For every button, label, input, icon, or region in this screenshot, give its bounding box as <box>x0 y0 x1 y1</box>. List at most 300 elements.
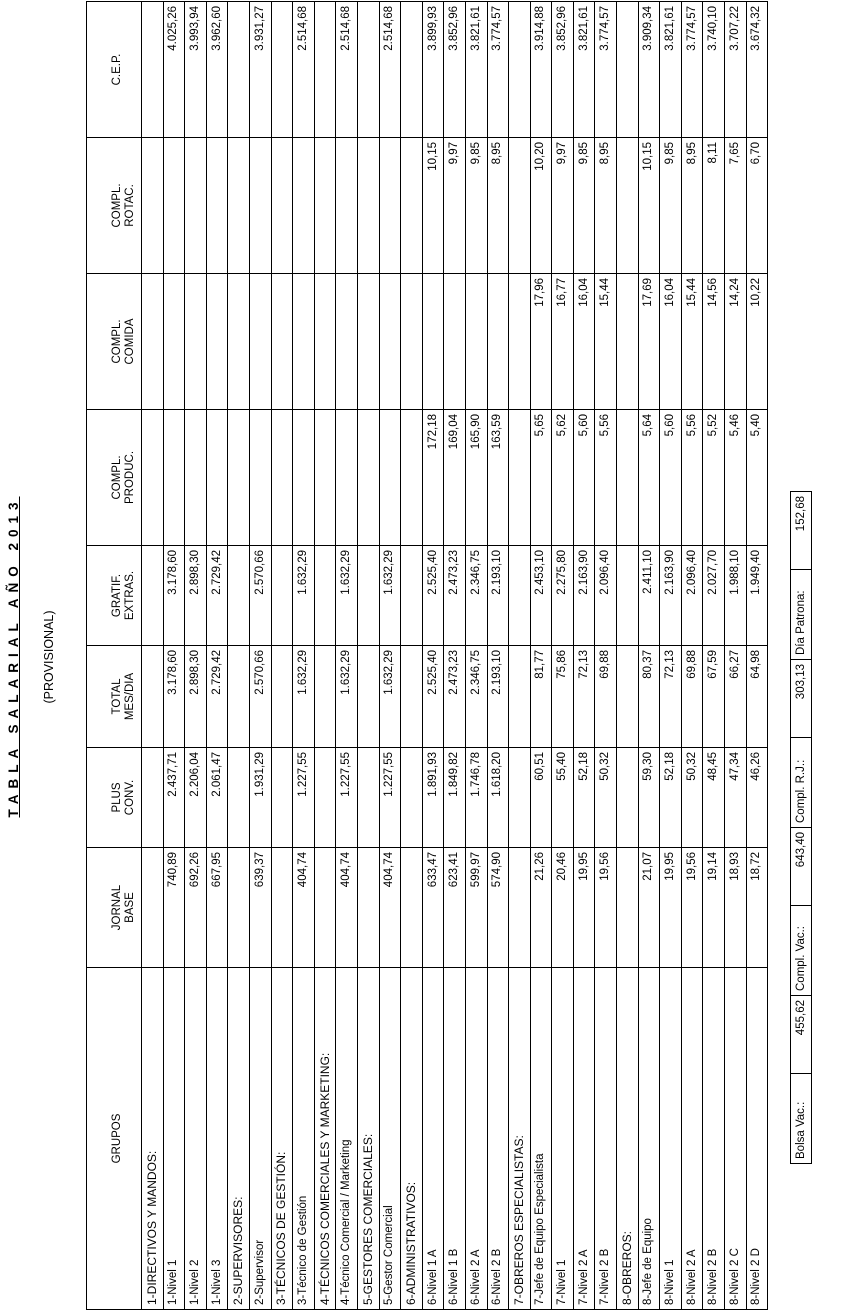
value-cell: 1.632,29 <box>336 646 358 748</box>
value-cell <box>142 138 164 274</box>
value-cell <box>185 138 207 274</box>
value-cell: 1.988,10 <box>725 546 747 646</box>
value-cell: 5,64 <box>638 410 660 546</box>
header-label-line1: COMPL. <box>111 319 123 364</box>
category-row <box>314 2 336 1310</box>
value-cell <box>509 2 531 138</box>
header-label-line1: GRUPOS <box>111 1113 123 1164</box>
value-cell: 17,69 <box>638 274 660 410</box>
value-cell: 2.346,75 <box>465 546 487 646</box>
value-cell <box>379 274 401 410</box>
value-cell: 404,74 <box>336 848 358 968</box>
value-cell <box>271 274 293 410</box>
salary-table <box>86 1 768 1310</box>
group-name-cell: 1-Nivel 2 <box>185 968 207 1310</box>
value-cell: 18,93 <box>725 848 747 968</box>
group-name-cell: 8-Nivel 2 D <box>746 968 768 1310</box>
value-cell: 16,77 <box>552 274 574 410</box>
value-cell <box>509 274 531 410</box>
value-cell: 9,85 <box>660 138 682 274</box>
value-cell <box>228 2 250 138</box>
value-cell: 1.632,29 <box>379 646 401 748</box>
value-cell <box>142 546 164 646</box>
group-name-cell: 8-Nivel 2 C <box>725 968 747 1310</box>
value-cell: 2.514,68 <box>293 2 315 138</box>
header-label-line2 <box>124 972 137 1305</box>
footer-value: 152,68 <box>791 492 812 570</box>
value-cell: 8,95 <box>595 138 617 274</box>
value-cell: 48,45 <box>703 748 725 848</box>
category-label: 2-SUPERVISORES: <box>228 968 250 1310</box>
group-name-cell: 4-Técnico Comercial / Marketing <box>336 968 358 1310</box>
value-cell <box>163 410 185 546</box>
value-cell: 47,34 <box>725 748 747 848</box>
value-cell <box>206 138 228 274</box>
value-cell: 2.096,40 <box>595 546 617 646</box>
value-cell: 69,88 <box>595 646 617 748</box>
footer-value: 455,62 <box>791 996 812 1074</box>
value-cell: 2.411,10 <box>638 546 660 646</box>
value-cell: 16,04 <box>573 274 595 410</box>
value-cell <box>228 646 250 748</box>
value-cell <box>401 848 423 968</box>
value-cell: 1.849,82 <box>444 748 466 848</box>
value-cell <box>228 410 250 546</box>
table-row <box>573 2 595 1310</box>
value-cell: 2.453,10 <box>530 546 552 646</box>
value-cell <box>185 410 207 546</box>
document-title: TABLA SALARIAL AÑO 2013 <box>6 496 21 818</box>
value-cell: 633,47 <box>422 848 444 968</box>
value-cell <box>142 848 164 968</box>
value-cell: 2.163,90 <box>660 546 682 646</box>
value-cell: 3.774,57 <box>595 2 617 138</box>
value-cell: 5,46 <box>725 410 747 546</box>
value-cell: 55,40 <box>552 748 574 848</box>
value-cell: 15,44 <box>681 274 703 410</box>
value-cell <box>401 2 423 138</box>
value-cell: 3.178,60 <box>163 646 185 748</box>
value-cell: 667,95 <box>206 848 228 968</box>
value-cell <box>509 848 531 968</box>
value-cell: 6,70 <box>746 138 768 274</box>
value-cell <box>142 410 164 546</box>
category-label: 1-DIRECTIVOS Y MANDOS: <box>142 968 164 1310</box>
value-cell: 64,98 <box>746 646 768 748</box>
header-label-line2: MES/DIA <box>124 672 136 721</box>
table-row <box>552 2 574 1310</box>
category-label: 3-TÉCNICOS DE GESTIÓN: <box>271 968 293 1310</box>
value-cell: 2.525,40 <box>422 646 444 748</box>
group-name-cell: 8-Nivel 1 <box>660 968 682 1310</box>
header-row <box>87 2 142 1310</box>
value-cell: 50,32 <box>681 748 703 848</box>
value-cell: 52,18 <box>573 748 595 848</box>
header-label-line1: PLUS <box>111 782 123 813</box>
value-cell: 16,04 <box>660 274 682 410</box>
value-cell: 8,95 <box>681 138 703 274</box>
value-cell: 3.931,27 <box>249 2 271 138</box>
value-cell <box>228 274 250 410</box>
value-cell: 1.227,55 <box>336 748 358 848</box>
table-row <box>703 2 725 1310</box>
header-label-line2: COMIDA <box>124 318 136 365</box>
value-cell: 1.632,29 <box>293 646 315 748</box>
header-compl-rotac <box>87 138 142 274</box>
header-label-line2: ROTAC. <box>124 184 136 227</box>
value-cell: 1.227,55 <box>293 748 315 848</box>
table-row <box>293 2 315 1310</box>
header-label-line1: TOTAL <box>111 678 123 715</box>
value-cell <box>249 410 271 546</box>
table-row <box>163 2 185 1310</box>
value-cell <box>293 410 315 546</box>
value-cell: 1.632,29 <box>293 546 315 646</box>
header-label-line1: GRATIF. <box>111 573 123 618</box>
table-row <box>336 2 358 1310</box>
value-cell: 3.178,60 <box>163 546 185 646</box>
value-cell <box>314 546 336 646</box>
value-cell: 163,59 <box>487 410 509 546</box>
group-name-cell: 7-Jefe de Equipo Especialista <box>530 968 552 1310</box>
value-cell <box>206 410 228 546</box>
footer-label: Compl. R.J.: <box>791 738 812 828</box>
value-cell <box>314 410 336 546</box>
value-cell: 2.346,75 <box>465 646 487 748</box>
category-label: 6-ADMINISTRATIVOS: <box>401 968 423 1310</box>
value-cell <box>509 748 531 848</box>
group-name-cell: 6-Nivel 2 A <box>465 968 487 1310</box>
value-cell: 2.206,04 <box>185 748 207 848</box>
header-label-line2: PRODUC. <box>124 450 136 505</box>
value-cell: 2.096,40 <box>681 546 703 646</box>
value-cell: 3.821,61 <box>465 2 487 138</box>
value-cell <box>142 274 164 410</box>
value-cell: 72,13 <box>573 646 595 748</box>
group-name-cell: 7-Nivel 1 <box>552 968 574 1310</box>
value-cell: 3.852,96 <box>444 2 466 138</box>
group-name-cell: 8-Jefe de Equipo <box>638 968 660 1310</box>
value-cell <box>617 748 639 848</box>
value-cell <box>357 274 379 410</box>
category-label: 8-OBREROS: <box>617 968 639 1310</box>
value-cell <box>509 646 531 748</box>
value-cell: 81,77 <box>530 646 552 748</box>
group-name-cell: 1-Nivel 3 <box>206 968 228 1310</box>
header-compl-produc <box>87 410 142 546</box>
value-cell <box>379 138 401 274</box>
value-cell: 21,26 <box>530 848 552 968</box>
value-cell: 2.525,40 <box>422 546 444 646</box>
value-cell <box>357 546 379 646</box>
value-cell <box>509 410 531 546</box>
value-cell: 19,95 <box>573 848 595 968</box>
value-cell: 14,24 <box>725 274 747 410</box>
value-cell <box>271 410 293 546</box>
header-compl-comida <box>87 274 142 410</box>
value-cell <box>357 848 379 968</box>
value-cell: 2.729,42 <box>206 646 228 748</box>
value-cell <box>617 646 639 748</box>
value-cell <box>271 646 293 748</box>
value-cell: 18,72 <box>746 848 768 968</box>
value-cell <box>336 274 358 410</box>
footer-label: Día Patrona: <box>791 570 812 660</box>
header-total-mes-dia <box>87 646 142 748</box>
value-cell <box>617 274 639 410</box>
category-row <box>617 2 639 1310</box>
value-cell <box>401 748 423 848</box>
value-cell: 1.891,93 <box>422 748 444 848</box>
header-plus-conv <box>87 748 142 848</box>
value-cell <box>163 274 185 410</box>
value-cell <box>163 138 185 274</box>
value-cell <box>185 274 207 410</box>
value-cell: 165,90 <box>465 410 487 546</box>
value-cell: 7,65 <box>725 138 747 274</box>
table-row <box>746 2 768 1310</box>
category-row <box>142 2 164 1310</box>
value-cell <box>617 410 639 546</box>
value-cell <box>357 646 379 748</box>
table-row <box>249 2 271 1310</box>
value-cell <box>314 848 336 968</box>
category-label: 5-GESTORES COMERCIALES: <box>357 968 379 1310</box>
value-cell: 72,13 <box>660 646 682 748</box>
value-cell: 19,56 <box>595 848 617 968</box>
value-cell: 5,62 <box>552 410 574 546</box>
value-cell: 15,44 <box>595 274 617 410</box>
table-row <box>660 2 682 1310</box>
value-cell: 10,15 <box>422 138 444 274</box>
value-cell: 3.707,22 <box>725 2 747 138</box>
table-row <box>725 2 747 1310</box>
value-cell <box>293 138 315 274</box>
header-label-line1: COMPL. <box>111 183 123 228</box>
value-cell: 59,30 <box>638 748 660 848</box>
category-row <box>509 2 531 1310</box>
group-name-cell: 1-Nivel 1 <box>163 968 185 1310</box>
category-label: 7-OBREROS ESPECIALISTAS: <box>509 968 531 1310</box>
value-cell <box>314 274 336 410</box>
value-cell: 20,46 <box>552 848 574 968</box>
category-row <box>401 2 423 1310</box>
value-cell: 3.821,61 <box>573 2 595 138</box>
value-cell: 2.570,66 <box>249 546 271 646</box>
value-cell: 1.632,29 <box>336 546 358 646</box>
value-cell <box>357 748 379 848</box>
value-cell <box>617 546 639 646</box>
value-cell: 50,32 <box>595 748 617 848</box>
value-cell <box>465 274 487 410</box>
value-cell <box>617 138 639 274</box>
value-cell: 1.931,29 <box>249 748 271 848</box>
table-row <box>595 2 617 1310</box>
header-label-line1: COMPL. <box>111 455 123 500</box>
value-cell <box>271 2 293 138</box>
header-grupos <box>87 968 142 1310</box>
value-cell <box>271 848 293 968</box>
value-cell <box>509 138 531 274</box>
value-cell: 1.949,40 <box>746 546 768 646</box>
value-cell: 639,37 <box>249 848 271 968</box>
value-cell <box>401 410 423 546</box>
value-cell: 404,74 <box>379 848 401 968</box>
value-cell <box>271 546 293 646</box>
value-cell: 2.437,71 <box>163 748 185 848</box>
header-label-line1: C.E.P. <box>111 53 123 86</box>
footer-table <box>790 491 812 1164</box>
document-subtitle: (PROVISIONAL) <box>42 610 56 704</box>
value-cell: 5,40 <box>746 410 768 546</box>
value-cell: 3.740,10 <box>703 2 725 138</box>
value-cell <box>487 274 509 410</box>
value-cell: 3.909,34 <box>638 2 660 138</box>
group-name-cell: 6-Nivel 1 B <box>444 968 466 1310</box>
value-cell: 52,18 <box>660 748 682 848</box>
value-cell: 2.729,42 <box>206 546 228 646</box>
group-name-cell: 8-Nivel 2 B <box>703 968 725 1310</box>
value-cell: 8,95 <box>487 138 509 274</box>
header-label-line2: BASE <box>124 892 136 923</box>
value-cell <box>249 274 271 410</box>
value-cell <box>401 546 423 646</box>
value-cell: 2.027,70 <box>703 546 725 646</box>
value-cell: 1.618,20 <box>487 748 509 848</box>
value-cell <box>617 2 639 138</box>
value-cell: 172,18 <box>422 410 444 546</box>
value-cell: 2.163,90 <box>573 546 595 646</box>
value-cell: 5,60 <box>660 410 682 546</box>
value-cell: 3.962,60 <box>206 2 228 138</box>
value-cell <box>314 2 336 138</box>
value-cell: 4.025,26 <box>163 2 185 138</box>
value-cell: 67,59 <box>703 646 725 748</box>
category-row <box>357 2 379 1310</box>
value-cell: 2.514,68 <box>336 2 358 138</box>
value-cell: 3.852,96 <box>552 2 574 138</box>
value-cell: 9,97 <box>552 138 574 274</box>
value-cell <box>617 848 639 968</box>
value-cell <box>314 646 336 748</box>
group-name-cell: 7-Nivel 2 A <box>573 968 595 1310</box>
value-cell: 404,74 <box>293 848 315 968</box>
value-cell: 66,27 <box>725 646 747 748</box>
table-row <box>638 2 660 1310</box>
value-cell: 1.746,78 <box>465 748 487 848</box>
value-cell: 8,11 <box>703 138 725 274</box>
value-cell <box>357 410 379 546</box>
table-row <box>530 2 552 1310</box>
value-cell: 9,85 <box>465 138 487 274</box>
value-cell <box>206 274 228 410</box>
value-cell: 19,95 <box>660 848 682 968</box>
table-row <box>185 2 207 1310</box>
value-cell: 3.993,94 <box>185 2 207 138</box>
table-row <box>465 2 487 1310</box>
table-row <box>681 2 703 1310</box>
value-cell: 5,52 <box>703 410 725 546</box>
table-row <box>379 2 401 1310</box>
table-row <box>422 2 444 1310</box>
category-row <box>228 2 250 1310</box>
value-cell <box>142 748 164 848</box>
group-name-cell: 3-Técnico de Gestión <box>293 968 315 1310</box>
value-cell: 5,56 <box>681 410 703 546</box>
table-row <box>487 2 509 1310</box>
value-cell <box>228 138 250 274</box>
value-cell: 2.061,47 <box>206 748 228 848</box>
value-cell: 17,96 <box>530 274 552 410</box>
value-cell: 46,26 <box>746 748 768 848</box>
value-cell <box>314 748 336 848</box>
category-label: 4-TÉCNICOS COMERCIALES Y MARKETING: <box>314 968 336 1310</box>
value-cell <box>401 138 423 274</box>
value-cell: 2.898,30 <box>185 646 207 748</box>
value-cell: 2.193,10 <box>487 646 509 748</box>
value-cell <box>509 546 531 646</box>
value-cell <box>336 138 358 274</box>
value-cell <box>444 274 466 410</box>
value-cell: 740,89 <box>163 848 185 968</box>
value-cell: 3.914,88 <box>530 2 552 138</box>
value-cell: 75,86 <box>552 646 574 748</box>
footer-label: Compl. Vac.: <box>791 906 812 996</box>
value-cell: 3.774,57 <box>681 2 703 138</box>
footer-label: Bolsa Vac.: <box>791 1074 812 1164</box>
value-cell: 2.473,23 <box>444 646 466 748</box>
value-cell <box>422 274 444 410</box>
value-cell: 69,88 <box>681 646 703 748</box>
value-cell: 3.774,57 <box>487 2 509 138</box>
group-name-cell: 8-Nivel 2 A <box>681 968 703 1310</box>
value-cell: 2.275,80 <box>552 546 574 646</box>
table-row <box>444 2 466 1310</box>
value-cell: 3.821,61 <box>660 2 682 138</box>
value-cell: 5,60 <box>573 410 595 546</box>
value-cell: 14,56 <box>703 274 725 410</box>
value-cell: 623,41 <box>444 848 466 968</box>
value-cell <box>271 138 293 274</box>
value-cell: 2.570,66 <box>249 646 271 748</box>
table-row <box>206 2 228 1310</box>
value-cell: 21,07 <box>638 848 660 968</box>
value-cell <box>228 748 250 848</box>
value-cell: 19,14 <box>703 848 725 968</box>
value-cell: 3.899,93 <box>422 2 444 138</box>
category-row <box>271 2 293 1310</box>
value-cell: 2.898,30 <box>185 546 207 646</box>
value-cell <box>142 646 164 748</box>
footer-row <box>791 492 812 1164</box>
header-label-line2: CONV. <box>124 779 136 816</box>
footer-value: 643,40 <box>791 828 812 906</box>
value-cell <box>379 410 401 546</box>
value-cell <box>401 274 423 410</box>
header-label-line2 <box>124 6 137 133</box>
group-name-cell: 6-Nivel 2 B <box>487 968 509 1310</box>
header-gratif-extras <box>87 546 142 646</box>
value-cell: 574,90 <box>487 848 509 968</box>
value-cell <box>336 410 358 546</box>
value-cell <box>142 2 164 138</box>
value-cell: 1.632,29 <box>379 546 401 646</box>
value-cell: 10,20 <box>530 138 552 274</box>
value-cell: 2.193,10 <box>487 546 509 646</box>
value-cell <box>228 848 250 968</box>
value-cell: 9,97 <box>444 138 466 274</box>
value-cell: 5,56 <box>595 410 617 546</box>
